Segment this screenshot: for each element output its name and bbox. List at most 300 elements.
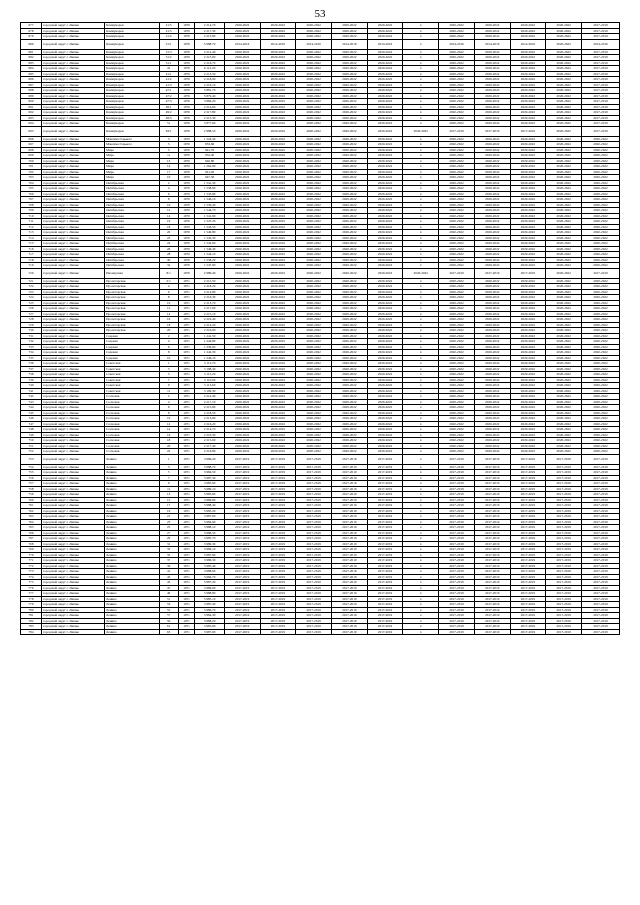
repair-period-cell: 2020-2022 xyxy=(546,361,582,367)
repair-period-cell: 2020-2022 xyxy=(260,191,296,197)
area-cell: 2 215,30 xyxy=(195,115,224,121)
repair-period-cell: 2017-2019 xyxy=(367,574,403,580)
area-cell: 3 984,10 xyxy=(195,547,224,553)
repair-period-cell: 2017-2019 xyxy=(296,613,332,619)
repair-period-cell: 2020-2022 xyxy=(474,213,510,219)
repair-period-cell: 2020-2022 xyxy=(332,175,368,181)
repair-period-cell: 2020-2022 xyxy=(260,372,296,378)
repair-period-cell: 2020-2022 xyxy=(546,23,582,29)
table-row xyxy=(21,449,620,455)
row-number-cell: 783 xyxy=(21,624,42,630)
repair-period-cell: 2017-2019 xyxy=(296,492,332,498)
repair-period-cell: 2020-2022 xyxy=(510,88,546,94)
repair-period-cell: 2017-2019 xyxy=(474,618,510,624)
repair-period-cell: 2020-2022 xyxy=(332,355,368,361)
housing-repair-table xyxy=(20,22,620,635)
repair-period-cell: 2017-2019 xyxy=(224,607,260,613)
table-row xyxy=(21,475,620,481)
house-number-cell: 53 xyxy=(159,602,178,608)
repair-period-cell: 2020-2022 xyxy=(510,213,546,219)
repair-period-cell: 2020-2022 xyxy=(510,71,546,77)
table-row xyxy=(21,377,620,383)
repair-period-cell: 2020-2022 xyxy=(546,372,582,378)
repair-period-cell: 2020-2022 xyxy=(367,82,403,88)
repair-period-cell: 2020-2022 xyxy=(367,427,403,433)
repair-period-cell: 2020-2022 xyxy=(224,202,260,208)
year-built-cell: 1970 xyxy=(178,235,195,241)
repair-period-cell: 2017-2019 xyxy=(439,481,475,487)
repair-period-cell: 2020-2022 xyxy=(474,136,510,142)
repair-period-cell: 2017-2019 xyxy=(546,508,582,514)
house-number-cell: 22 xyxy=(159,449,178,455)
repair-period-cell: 2017-2019 xyxy=(510,464,546,470)
repair-period-cell: 2020-2022 xyxy=(546,306,582,312)
repair-period-cell: 2020-2022 xyxy=(439,263,475,269)
table-row xyxy=(21,268,620,278)
year-built-cell: 1971 xyxy=(178,624,195,630)
repair-period-cell: 2020-2022 xyxy=(296,202,332,208)
repair-period-cell: 2017-2019 xyxy=(439,475,475,481)
repair-period-cell: 2020-2022 xyxy=(224,77,260,83)
repair-period-cell: 2020-2022 xyxy=(582,235,620,241)
repair-period-cell: 2020-2022 xyxy=(367,344,403,350)
repair-period-cell: 2020-2022 xyxy=(582,197,620,203)
repair-period-cell: x xyxy=(403,541,439,547)
repair-period-cell: 2020-2022 xyxy=(474,427,510,433)
repair-period-cell: 2017-2019 xyxy=(474,613,510,619)
repair-period-cell: 2020-2022 xyxy=(260,328,296,334)
year-built-cell: 1971 xyxy=(178,536,195,542)
repair-period-cell: 2014-2016 xyxy=(439,39,475,49)
repair-period-cell: 2020-2022 xyxy=(474,142,510,148)
repair-period-cell: 2020-2022 xyxy=(296,438,332,444)
repair-period-cell: 2020-2022 xyxy=(474,438,510,444)
repair-period-cell: 2017-2019 xyxy=(546,596,582,602)
repair-period-cell: 2017-2019 xyxy=(510,470,546,476)
repair-period-cell: 2017-2019 xyxy=(332,530,368,536)
table-row xyxy=(21,295,620,301)
repair-period-cell: 2017-2019 xyxy=(582,519,620,525)
year-built-cell: 1971 xyxy=(178,427,195,433)
year-built-cell: 1971 xyxy=(178,585,195,591)
repair-period-cell: 2017-2019 xyxy=(332,525,368,531)
repair-period-cell: 2020-2022 xyxy=(332,246,368,252)
repair-period-cell: 2017-2019 xyxy=(296,558,332,564)
repair-period-cell: 2020-2022 xyxy=(260,115,296,121)
repair-period-cell: 2020-2022 xyxy=(224,136,260,142)
repair-period-cell: 2020-2022 xyxy=(582,366,620,372)
repair-period-cell: 2020-2022 xyxy=(439,71,475,77)
house-number-cell: 10 xyxy=(159,355,178,361)
repair-period-cell: 2020-2022 xyxy=(260,175,296,181)
year-built-cell: 1971 xyxy=(178,449,195,455)
repair-period-cell: 2020-2022 xyxy=(260,104,296,110)
row-number-cell: 784 xyxy=(21,629,42,635)
row-number-cell: 764 xyxy=(21,519,42,525)
repair-period-cell: 2020-2022 xyxy=(332,202,368,208)
year-built-cell: 1971 xyxy=(178,508,195,514)
row-number-cell: 767 xyxy=(21,536,42,542)
repair-period-cell: 2020-2022 xyxy=(439,169,475,175)
repair-period-cell: 2020-2022 xyxy=(224,186,260,192)
repair-period-cell: 2017-2019 xyxy=(474,569,510,575)
municipality-cell: городской округ г. Ливны xyxy=(42,322,105,328)
repair-period-cell: 2017-2019 xyxy=(546,624,582,630)
table-row xyxy=(21,175,620,181)
repair-period-cell: 2020-2022 xyxy=(296,115,332,121)
row-number-cell: 703 xyxy=(21,175,42,181)
repair-period-cell: 2017-2019 xyxy=(439,525,475,531)
house-number-cell: 29 xyxy=(159,536,178,542)
repair-period-cell: 2017-2019 xyxy=(224,624,260,630)
area-cell: 3 988,70 xyxy=(195,464,224,470)
repair-period-cell: 2020-2022 xyxy=(510,252,546,258)
repair-period-cell: x xyxy=(403,405,439,411)
row-number-cell: 725 xyxy=(21,300,42,306)
repair-period-cell: 2020-2022 xyxy=(439,388,475,394)
repair-period-cell: 2020-2022 xyxy=(474,388,510,394)
repair-period-cell: 2020-2022 xyxy=(332,328,368,334)
row-number-cell: 754 xyxy=(21,464,42,470)
repair-period-cell: x xyxy=(403,99,439,105)
repair-period-cell: 2020-2022 xyxy=(367,158,403,164)
area-cell: 941,20 xyxy=(195,169,224,175)
repair-period-cell: 2017-2019 xyxy=(474,547,510,553)
house-number-cell: 16 xyxy=(159,219,178,225)
repair-period-cell: 2020-2022 xyxy=(367,284,403,290)
repair-period-cell: 2020-2022 xyxy=(224,410,260,416)
repair-period-cell: 2020-2022 xyxy=(546,405,582,411)
repair-period-cell: 2020-2022 xyxy=(510,449,546,455)
repair-period-cell: 2020-2022 xyxy=(260,366,296,372)
municipality-cell: городской округ г. Ливны xyxy=(42,427,105,433)
year-built-cell: 1976 xyxy=(178,110,195,116)
repair-period-cell: 2017-2019 xyxy=(474,486,510,492)
repair-period-cell: 2020-2022 xyxy=(582,295,620,301)
repair-period-cell: 2020-2022 xyxy=(546,432,582,438)
repair-period-cell: 2020-2022 xyxy=(439,60,475,66)
house-number-cell: 49/2 xyxy=(159,110,178,116)
repair-period-cell: 2017-2019 xyxy=(260,508,296,514)
area-cell: 1 544,70 xyxy=(195,208,224,214)
repair-period-cell: x xyxy=(403,153,439,159)
repair-period-cell: 2017-2019 xyxy=(474,481,510,487)
municipality-cell: городской округ г. Ливны xyxy=(42,230,105,236)
municipality-cell: городской округ г. Ливны xyxy=(42,104,105,110)
repair-period-cell: 2020-2022 xyxy=(296,427,332,433)
street-cell: Коммунаров xyxy=(105,66,160,72)
repair-period-cell: 2017-2019 xyxy=(332,503,368,509)
repair-period-cell: 2020-2022 xyxy=(510,175,546,181)
street-cell: Коммунаров xyxy=(105,55,160,61)
repair-period-cell: 2020-2022 xyxy=(439,421,475,427)
row-number-cell: 779 xyxy=(21,602,42,608)
repair-period-cell: 2020-2022 xyxy=(332,252,368,258)
area-cell: 3 989,30 xyxy=(195,541,224,547)
repair-period-cell: 2020-2022 xyxy=(582,208,620,214)
house-number-cell: 8 xyxy=(159,197,178,203)
repair-period-cell: 2020-2022 xyxy=(546,55,582,61)
repair-period-cell: 2017-2019 xyxy=(332,552,368,558)
repair-period-cell: 2017-2019 xyxy=(582,569,620,575)
repair-period-cell: x xyxy=(403,388,439,394)
repair-period-cell: 2020-2022 xyxy=(367,366,403,372)
repair-period-cell: x xyxy=(403,350,439,356)
repair-period-cell: 2020-2022 xyxy=(439,28,475,34)
area-cell: 3 983,60 xyxy=(195,492,224,498)
repair-period-cell: 2020-2022 xyxy=(332,66,368,72)
repair-period-cell: 2017-2019 xyxy=(296,563,332,569)
repair-period-cell: 2020-2022 xyxy=(474,197,510,203)
repair-period-cell: 2020-2022 xyxy=(332,361,368,367)
repair-period-cell: 2017-2019 xyxy=(439,508,475,514)
repair-period-cell: 2020-2022 xyxy=(510,191,546,197)
repair-period-cell: 2020-2022 xyxy=(546,383,582,389)
municipality-cell: городской округ г. Ливны xyxy=(42,23,105,29)
repair-period-cell: x xyxy=(403,158,439,164)
repair-period-cell: 2017-2019 xyxy=(260,618,296,624)
area-cell: 2 217,10 xyxy=(195,399,224,405)
repair-period-cell: 2017-2019 xyxy=(510,536,546,542)
repair-period-cell: 2020-2022 xyxy=(582,142,620,148)
house-number-cell: 3 xyxy=(159,136,178,142)
repair-period-cell: 2017-2019 xyxy=(474,541,510,547)
table-row xyxy=(21,591,620,597)
municipality-cell: городской округ г. Ливны xyxy=(42,530,105,536)
year-built-cell: 1971 xyxy=(178,355,195,361)
area-cell: 1 545,30 xyxy=(195,235,224,241)
repair-period-cell: 2017-2019 xyxy=(296,481,332,487)
area-cell: 2 213,70 xyxy=(195,300,224,306)
table-row xyxy=(21,416,620,422)
repair-period-cell: 2020-2022 xyxy=(439,49,475,55)
repair-period-cell: 2020-2022 xyxy=(224,93,260,99)
repair-period-cell: 2020-2022 xyxy=(296,66,332,72)
repair-period-cell: 2017-2019 xyxy=(367,530,403,536)
house-number-cell: 11 xyxy=(159,388,178,394)
municipality-cell: городской округ г. Ливны xyxy=(42,213,105,219)
repair-period-cell: 2017-2019 xyxy=(260,503,296,509)
municipality-cell: городской округ г. Ливны xyxy=(42,372,105,378)
municipality-cell: городской округ г. Ливны xyxy=(42,147,105,153)
house-number-cell: 8 xyxy=(159,410,178,416)
repair-period-cell: 2020-2022 xyxy=(439,383,475,389)
repair-period-cell: 2020-2022 xyxy=(582,388,620,394)
year-built-cell: 1971 xyxy=(178,284,195,290)
repair-period-cell: 2020-2022 xyxy=(367,377,403,383)
year-built-cell: 1971 xyxy=(178,421,195,427)
year-built-cell: 1971 xyxy=(178,300,195,306)
repair-period-cell: 2020-2022 xyxy=(296,306,332,312)
repair-period-cell: 2020-2022 xyxy=(439,158,475,164)
municipality-cell: городской округ г. Ливны xyxy=(42,60,105,66)
area-cell: 1 542,60 xyxy=(195,241,224,247)
street-cell: Ленина xyxy=(105,514,160,520)
repair-period-cell: 2020-2022 xyxy=(510,77,546,83)
municipality-cell: городской округ г. Ливны xyxy=(42,328,105,334)
row-number-cell: 745 xyxy=(21,410,42,416)
house-number-cell: 21/3 xyxy=(159,28,178,34)
repair-period-cell: 2020-2022 xyxy=(332,136,368,142)
repair-period-cell: x xyxy=(403,530,439,536)
repair-period-cell: 2017-2019 xyxy=(510,602,546,608)
area-cell: 946,80 xyxy=(195,158,224,164)
area-cell: 3 986,00 xyxy=(195,585,224,591)
street-cell: Садовая xyxy=(105,333,160,339)
row-number-cell: 716 xyxy=(21,246,42,252)
repair-period-cell: 2020-2022 xyxy=(510,289,546,295)
repair-period-cell: 2020-2022 xyxy=(439,432,475,438)
municipality-cell: городской округ г. Ливны xyxy=(42,71,105,77)
street-cell: Мира xyxy=(105,158,160,164)
repair-period-cell: 2020-2022 xyxy=(439,55,475,61)
row-number-cell: 737 xyxy=(21,366,42,372)
repair-period-cell: 2020-2022 xyxy=(510,60,546,66)
repair-period-cell: 2020-2022 xyxy=(260,284,296,290)
repair-period-cell: 2017-2019 xyxy=(224,525,260,531)
repair-period-cell: 2020-2022 xyxy=(296,99,332,105)
repair-period-cell: 2017-2019 xyxy=(510,503,546,509)
house-number-cell: 21 xyxy=(159,514,178,520)
repair-period-cell: 2020-2022 xyxy=(439,213,475,219)
table-row xyxy=(21,585,620,591)
repair-period-cell: 2017-2019 xyxy=(582,104,620,110)
house-number-cell: 9 xyxy=(159,383,178,389)
repair-period-cell: 2020-2022 xyxy=(546,115,582,121)
repair-period-cell: 2020-2022 xyxy=(332,158,368,164)
row-number-cell: 778 xyxy=(21,596,42,602)
year-built-cell: 1976 xyxy=(178,49,195,55)
row-number-cell: 782 xyxy=(21,618,42,624)
house-number-cell: 18 xyxy=(159,224,178,230)
repair-period-cell: 2020-2022 xyxy=(367,339,403,345)
year-built-cell: 1976 xyxy=(178,115,195,121)
repair-period-cell: 2017-2019 xyxy=(582,541,620,547)
repair-period-cell: 2020-2022 xyxy=(582,410,620,416)
row-number-cell: 774 xyxy=(21,574,42,580)
repair-period-cell: x xyxy=(403,475,439,481)
repair-period-cell: 2020-2022 xyxy=(546,421,582,427)
table-row xyxy=(21,525,620,531)
repair-period-cell: 2017-2019 xyxy=(332,536,368,542)
repair-period-cell: 2020-2022 xyxy=(439,410,475,416)
repair-period-cell: 2020-2022 xyxy=(582,213,620,219)
repair-period-cell: 2017-2019 xyxy=(582,71,620,77)
year-built-cell: 1970 xyxy=(178,241,195,247)
repair-period-cell: 2020-2022 xyxy=(474,99,510,105)
row-number-cell: 760 xyxy=(21,497,42,503)
repair-period-cell: 2020-2022 xyxy=(296,153,332,159)
repair-period-cell: 2020-2022 xyxy=(582,224,620,230)
municipality-cell: городской округ г. Ливны xyxy=(42,618,105,624)
repair-period-cell: x xyxy=(403,624,439,630)
repair-period-cell: 2017-2019 xyxy=(510,530,546,536)
repair-period-cell: 2017-2019 xyxy=(224,613,260,619)
table-row xyxy=(21,344,620,350)
repair-period-cell: 2020-2022 xyxy=(510,186,546,192)
area-cell: 3 984,90 xyxy=(195,519,224,525)
table-row xyxy=(21,66,620,72)
repair-period-cell: x xyxy=(403,503,439,509)
repair-period-cell: 2020-2022 xyxy=(546,344,582,350)
repair-period-cell: 2017-2019 xyxy=(510,596,546,602)
year-built-cell: 1971 xyxy=(178,311,195,317)
repair-period-cell: 2020-2022 xyxy=(296,77,332,83)
year-built-cell: 1971 xyxy=(178,492,195,498)
repair-period-cell: 2020-2022 xyxy=(439,438,475,444)
row-number-cell: 689 xyxy=(21,93,42,99)
table-row xyxy=(21,230,620,236)
repair-period-cell: 2017-2019 xyxy=(510,475,546,481)
repair-period-cell: 2020-2022 xyxy=(224,388,260,394)
row-number-cell: 706 xyxy=(21,191,42,197)
row-number-cell: 712 xyxy=(21,224,42,230)
year-built-cell: 1971 xyxy=(178,383,195,389)
municipality-cell: городской округ г. Ливны xyxy=(42,180,105,186)
repair-period-cell: 2017-2019 xyxy=(296,585,332,591)
house-number-cell: 28 xyxy=(159,252,178,258)
municipality-cell: городской округ г. Ливны xyxy=(42,191,105,197)
house-number-cell: 49/3 xyxy=(159,115,178,121)
repair-period-cell: 2020-2022 xyxy=(474,147,510,153)
table-row xyxy=(21,602,620,608)
repair-period-cell: 2020-2022 xyxy=(546,322,582,328)
street-cell: Октябрьская xyxy=(105,241,160,247)
repair-period-cell: x xyxy=(403,289,439,295)
repair-period-cell: 2017-2019 xyxy=(439,569,475,575)
row-number-cell: 759 xyxy=(21,492,42,498)
row-number-cell: 697 xyxy=(21,142,42,148)
repair-period-cell: 2020-2022 xyxy=(474,263,510,269)
year-built-cell: 1971 xyxy=(178,432,195,438)
repair-period-cell: 2020-2022 xyxy=(224,394,260,400)
house-number-cell: 23 xyxy=(159,519,178,525)
repair-period-cell: 2020-2022 xyxy=(546,317,582,323)
repair-period-cell: 2017-2019 xyxy=(546,602,582,608)
repair-period-cell: x xyxy=(403,263,439,269)
repair-period-cell: 2020-2022 xyxy=(260,164,296,170)
area-cell: 2 212,40 xyxy=(195,49,224,55)
repair-period-cell: 2020-2022 xyxy=(546,427,582,433)
repair-period-cell: 2020-2022 xyxy=(296,322,332,328)
year-built-cell: 1971 xyxy=(178,547,195,553)
house-number-cell: 5 xyxy=(159,470,178,476)
municipality-cell: городской округ г. Ливны xyxy=(42,82,105,88)
repair-period-cell: 2020-2022 xyxy=(439,339,475,345)
repair-period-cell: 2020-2022 xyxy=(260,355,296,361)
area-cell: 3 985,10 xyxy=(195,596,224,602)
repair-period-cell: x xyxy=(403,552,439,558)
area-cell: 2 216,90 xyxy=(195,328,224,334)
repair-period-cell: 2020-2022 xyxy=(367,126,403,136)
repair-period-cell: 2017-2019 xyxy=(582,93,620,99)
repair-period-cell: 2020-2022 xyxy=(296,34,332,40)
repair-period-cell: 2020-2022 xyxy=(224,191,260,197)
repair-period-cell: 2014-2016 xyxy=(224,39,260,49)
table-row xyxy=(21,224,620,230)
repair-period-cell: 2020-2022 xyxy=(367,175,403,181)
row-number-cell: 714 xyxy=(21,235,42,241)
repair-period-cell: 2017-2019 xyxy=(510,268,546,278)
street-cell: Октябрьская xyxy=(105,219,160,225)
repair-period-cell: 2020-2022 xyxy=(332,115,368,121)
repair-period-cell: 2020-2022 xyxy=(224,66,260,72)
repair-period-cell: 2020-2022 xyxy=(260,263,296,269)
repair-period-cell: 2020-2022 xyxy=(510,421,546,427)
year-built-cell: 1971 xyxy=(178,613,195,619)
repair-period-cell: 2017-2019 xyxy=(582,464,620,470)
repair-period-cell: 2017-2019 xyxy=(546,580,582,586)
